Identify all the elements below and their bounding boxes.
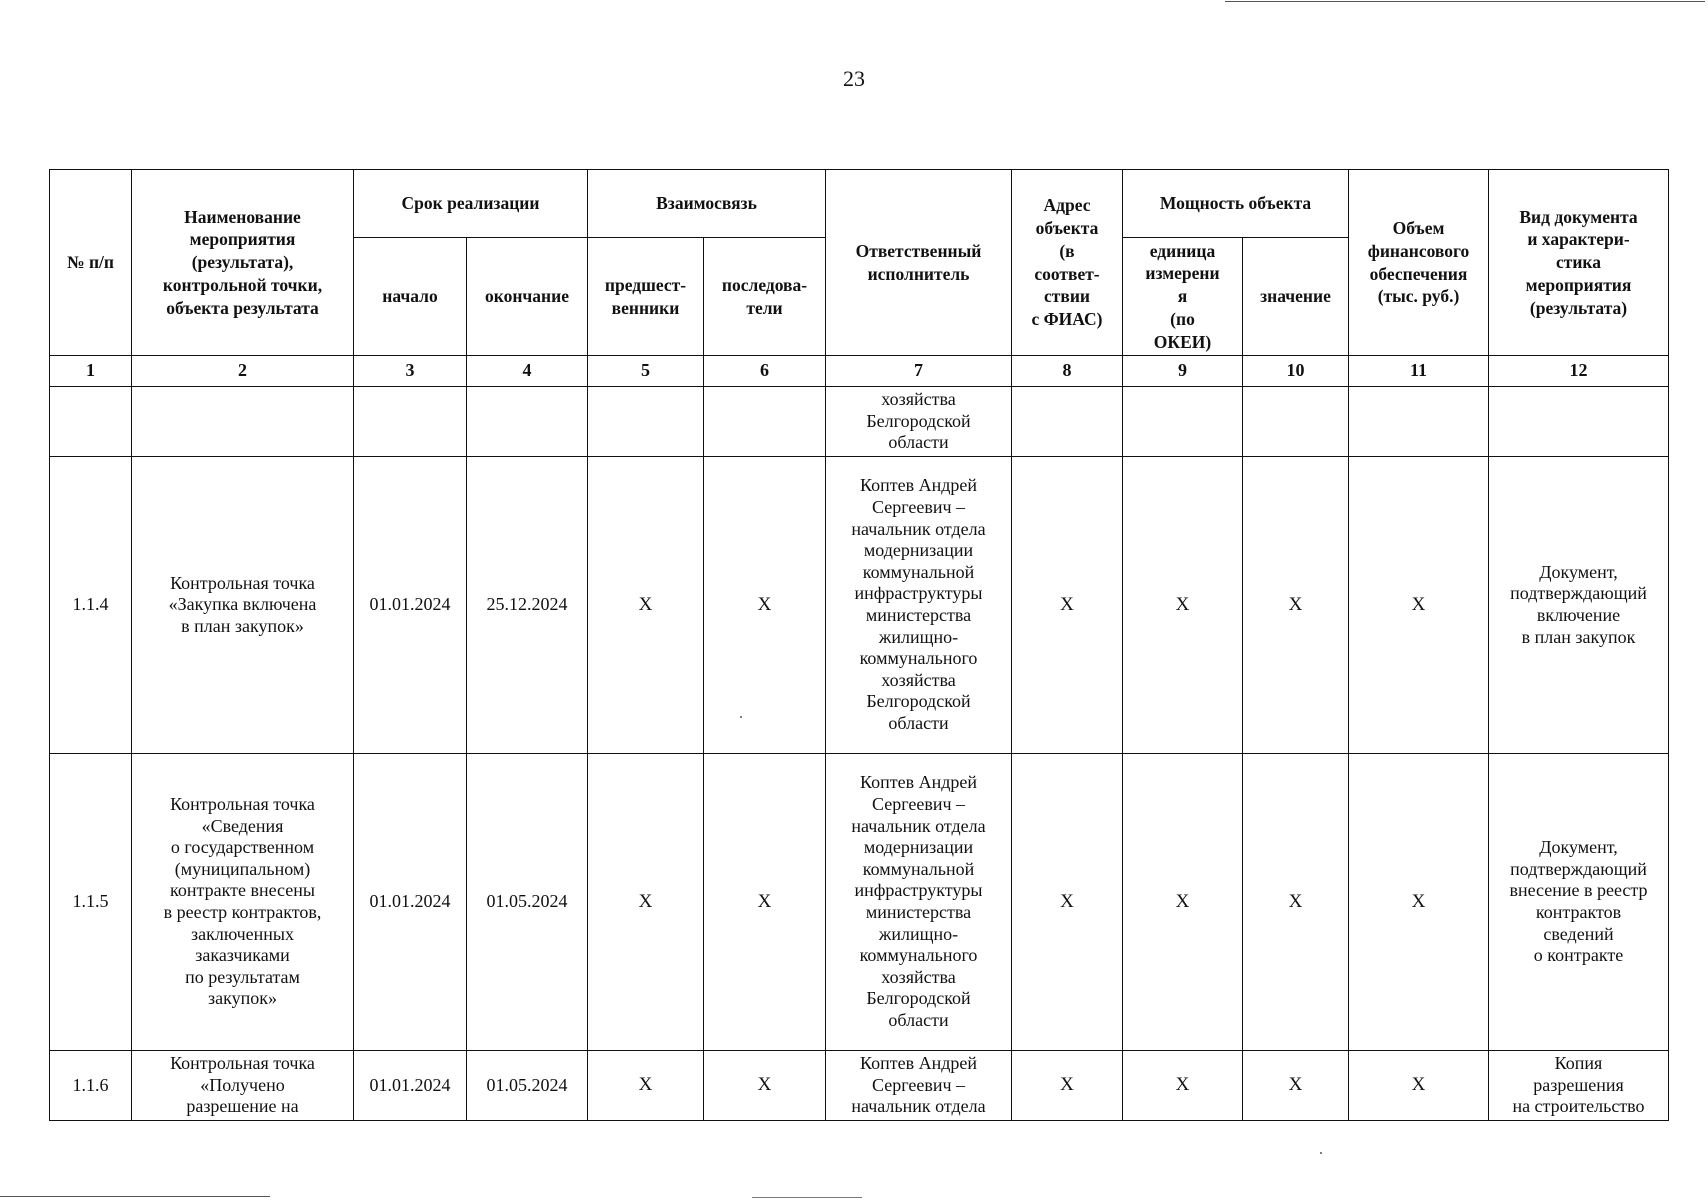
cell-address <box>1012 387 1123 457</box>
cell-pred <box>588 387 704 457</box>
column-number: 8 <box>1012 356 1123 387</box>
table-row <box>50 1051 1669 1121</box>
cell-doc: Копия разрешения на строительство <box>1489 1051 1669 1121</box>
column-number: 2 <box>132 356 354 387</box>
cell-finance: X <box>1349 1051 1489 1121</box>
page-number: 23 <box>843 66 865 91</box>
header-link-pred: предшест- венники <box>588 238 704 356</box>
column-number: 9 <box>1123 356 1243 387</box>
header-executor: Ответственный исполнитель <box>826 170 1012 356</box>
plan-table <box>49 169 1669 1121</box>
cell-doc: Документ, подтверждающий включение в план закупок <box>1489 457 1669 754</box>
column-number: 1 <box>50 356 132 387</box>
cell-unit: X <box>1123 1051 1243 1121</box>
column-number: 4 <box>467 356 588 387</box>
header-finance: Объем финансового обеспечения (тыс. руб.) <box>1349 170 1489 356</box>
cell-unit <box>1123 387 1243 457</box>
cell-value: X <box>1243 754 1349 1051</box>
cell-start: 01.01.2024 <box>354 1051 467 1121</box>
column-number: 6 <box>704 356 826 387</box>
cell-finance: X <box>1349 754 1489 1051</box>
column-number: 12 <box>1489 356 1669 387</box>
column-number-row <box>50 356 1669 387</box>
table-row <box>50 754 1669 1051</box>
cell-end <box>467 387 588 457</box>
cell-value <box>1243 387 1349 457</box>
header-capacity: Мощность объекта <box>1123 170 1349 238</box>
header-capacity-value: значение <box>1243 238 1349 356</box>
cell-pred: X <box>588 754 704 1051</box>
column-number: 3 <box>354 356 467 387</box>
cell-executor: Коптев Андрей Сергеевич – начальник отдела модернизации коммунальной инфраструктуры министерства жилищно- коммунального хозяйства Белгородской области <box>826 754 1012 1051</box>
cell-end: 25.12.2024 <box>467 457 588 754</box>
cell-start <box>354 387 467 457</box>
scan-edge-line <box>1225 1 1705 2</box>
header-term: Срок реализации <box>354 170 588 238</box>
cell-name: Контрольная точка «Получено разрешение на <box>132 1051 354 1121</box>
header-link: Взаимосвязь <box>588 170 826 238</box>
cell-pred: X <box>588 457 704 754</box>
column-number: 10 <box>1243 356 1349 387</box>
cell-name: Контрольная точка «Сведения о государственном (муниципальном) контракте внесены в реестр контрактов, заключенных заказчиками по результатам закупок» <box>132 754 354 1051</box>
cell-end: 01.05.2024 <box>467 754 588 1051</box>
cell-doc <box>1489 387 1669 457</box>
column-number: 11 <box>1349 356 1489 387</box>
cell-name: Контрольная точка «Закупка включена в план закупок» <box>132 457 354 754</box>
cell-unit: X <box>1123 457 1243 754</box>
header-link-succ: последова- тели <box>704 238 826 356</box>
header-capacity-unit: единица измерени я (по ОКЕИ) <box>1123 238 1243 356</box>
cell-num: 1.1.5 <box>50 754 132 1051</box>
cell-succ <box>704 387 826 457</box>
column-number: 7 <box>826 356 1012 387</box>
cell-doc: Документ, подтверждающий внесение в реестр контрактов сведений о контракте <box>1489 754 1669 1051</box>
cell-executor: хозяйства Белгородской области <box>826 387 1012 457</box>
cell-start: 01.01.2024 <box>354 457 467 754</box>
cell-unit: X <box>1123 754 1243 1051</box>
cell-num <box>50 387 132 457</box>
cell-succ: X <box>704 754 826 1051</box>
cell-executor: Коптев Андрей Сергеевич – начальник отдела модернизации коммунальной инфраструктуры министерства жилищно- коммунального хозяйства Белгородской области <box>826 457 1012 754</box>
header-term-start: начало <box>354 238 467 356</box>
header-address: Адрес объекта (в соответ- ствии с ФИАС) <box>1012 170 1123 356</box>
cell-value: X <box>1243 457 1349 754</box>
cell-start: 01.01.2024 <box>354 754 467 1051</box>
cell-address: X <box>1012 1051 1123 1121</box>
cell-end: 01.05.2024 <box>467 1051 588 1121</box>
cell-finance <box>1349 387 1489 457</box>
scan-edge-line <box>0 1196 270 1197</box>
table-row <box>50 457 1669 754</box>
cell-name <box>132 387 354 457</box>
cell-succ: X <box>704 1051 826 1121</box>
cell-address: X <box>1012 457 1123 754</box>
table-row <box>50 387 1669 457</box>
cell-value: X <box>1243 1051 1349 1121</box>
header-doc: Вид документа и характери- стика мероприятия (результата) <box>1489 170 1669 356</box>
cell-finance: X <box>1349 457 1489 754</box>
cell-pred: X <box>588 1051 704 1121</box>
header-name: Наименование мероприятия (результата), контрольной точки, объекта результата <box>132 170 354 356</box>
cell-succ: X <box>704 457 826 754</box>
header-num: № п/п <box>50 170 132 356</box>
column-number: 5 <box>588 356 704 387</box>
cell-num: 1.1.6 <box>50 1051 132 1121</box>
header-term-end: окончание <box>467 238 588 356</box>
cell-executor: Коптев Андрей Сергеевич – начальник отдела <box>826 1051 1012 1121</box>
scan-edge-line <box>752 1197 862 1198</box>
scan-speck <box>1320 1152 1322 1154</box>
cell-address: X <box>1012 754 1123 1051</box>
cell-num: 1.1.4 <box>50 457 132 754</box>
